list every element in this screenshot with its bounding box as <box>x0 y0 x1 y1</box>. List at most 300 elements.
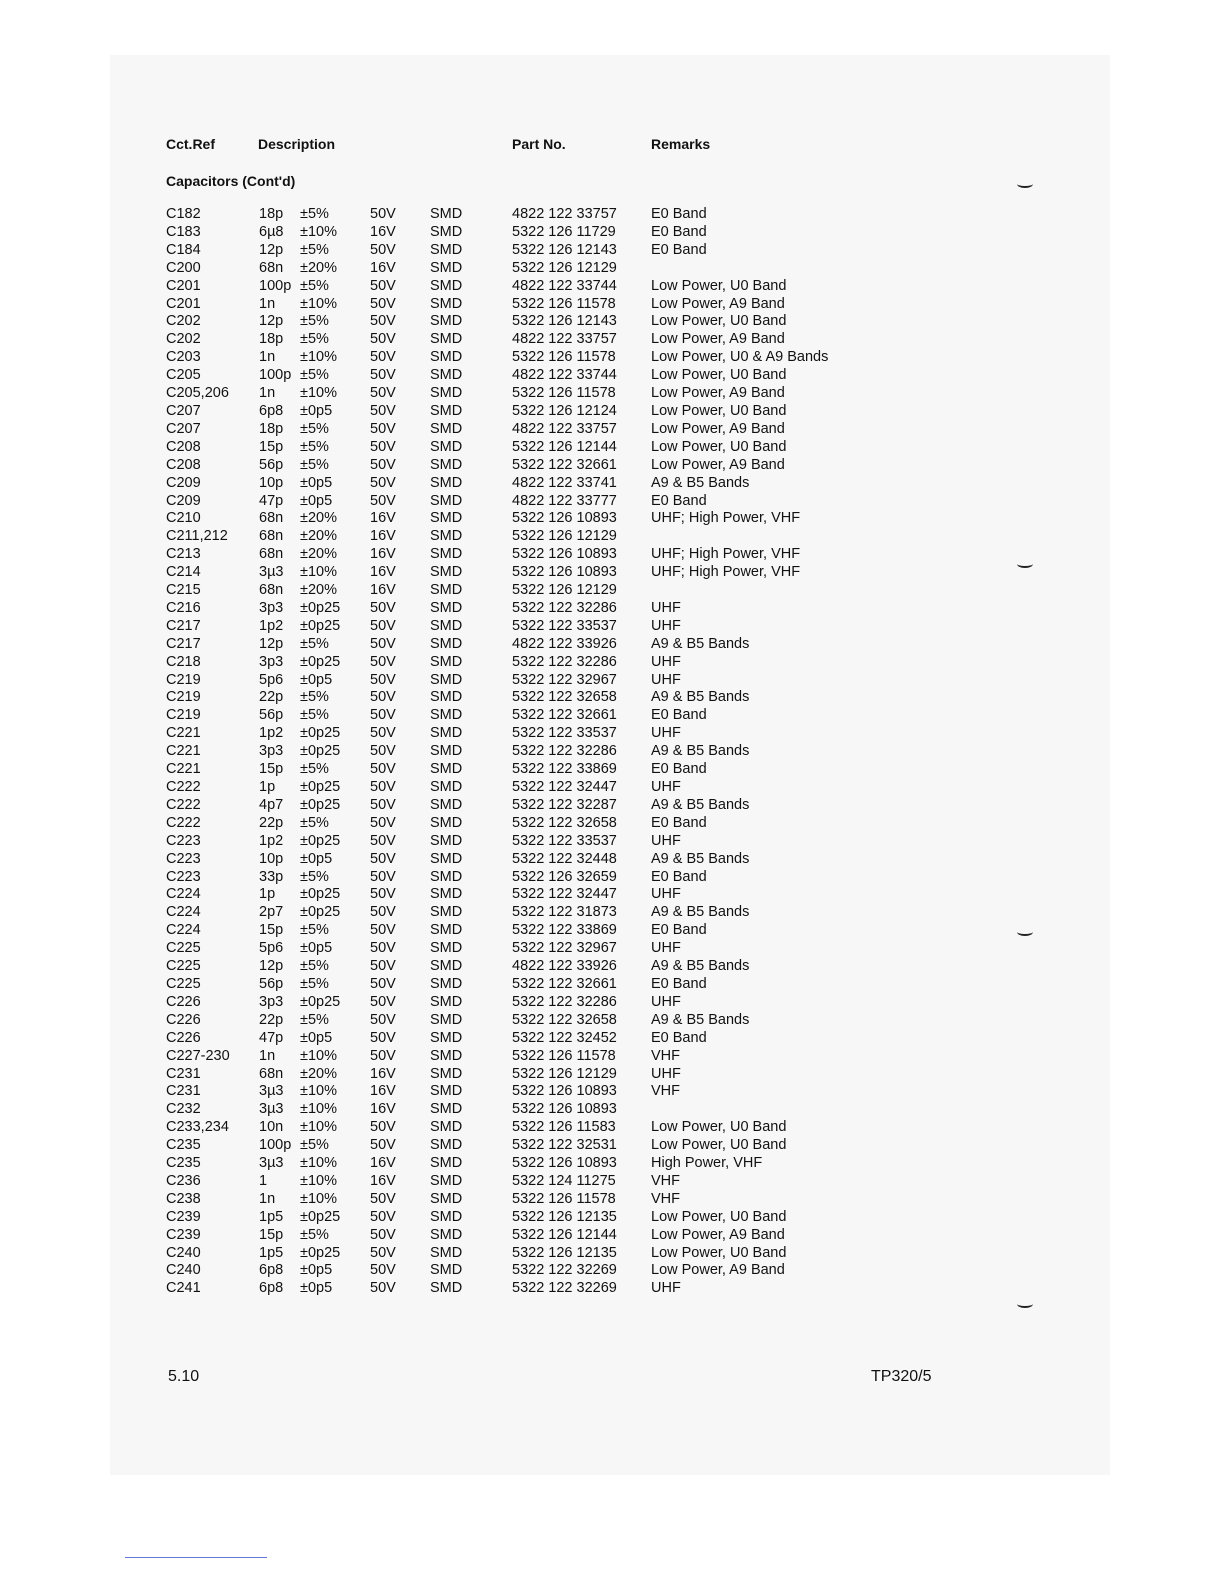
cell-type: SMD <box>430 635 463 652</box>
table-row <box>0 1191 1224 1209</box>
cell-ref: C202 <box>166 331 201 348</box>
cell-remarks: VHF <box>651 1190 680 1207</box>
cell-value: 12p <box>259 313 284 330</box>
cell-voltage: 50V <box>370 420 396 437</box>
cell-part-no: 4822 122 33757 <box>512 206 617 222</box>
cell-voltage: 50V <box>370 707 396 724</box>
cell-ref: C216 <box>166 599 201 616</box>
cell-part-no: 5322 126 12129 <box>512 259 617 276</box>
cell-remarks: Low Power, A9 Band <box>651 420 785 437</box>
cell-tolerance: ±20% <box>300 528 337 545</box>
cell-remarks: VHF <box>651 1047 680 1064</box>
table-row <box>0 815 1224 833</box>
table-row <box>0 439 1224 457</box>
cell-value: 1n <box>259 1047 276 1064</box>
cell-type: SMD <box>430 259 463 276</box>
cell-part-no: 5322 122 32658 <box>512 1011 617 1028</box>
cell-type: SMD <box>430 868 463 885</box>
table-row <box>0 242 1224 260</box>
cell-value: 6p8 <box>259 402 284 419</box>
cell-voltage: 50V <box>370 1029 396 1046</box>
cell-ref: C183 <box>166 223 201 240</box>
table-row <box>0 493 1224 511</box>
cell-tolerance: ±5% <box>300 367 329 384</box>
cell-type: SMD <box>430 671 463 688</box>
cell-value: 1p2 <box>259 617 284 634</box>
cell-remarks: UHF <box>651 886 681 903</box>
cell-type: SMD <box>430 904 463 921</box>
cell-type: SMD <box>430 1226 463 1243</box>
cell-ref: C227-230 <box>166 1047 230 1064</box>
cell-part-no: 5322 122 32286 <box>512 653 617 670</box>
cell-voltage: 16V <box>370 1065 396 1082</box>
cell-ref: C208 <box>166 456 201 473</box>
cell-tolerance: ±10% <box>300 223 337 240</box>
table-row <box>0 403 1224 421</box>
cell-part-no: 5322 122 33869 <box>512 761 617 778</box>
cell-part-no: 4822 122 33757 <box>512 331 617 348</box>
cell-part-no: 5322 122 32967 <box>512 940 617 957</box>
cell-voltage: 50V <box>370 814 396 831</box>
cell-voltage: 50V <box>370 1119 396 1136</box>
cell-tolerance: ±0p25 <box>300 904 341 921</box>
cell-tolerance: ±0p25 <box>300 743 341 760</box>
cell-voltage: 50V <box>370 241 396 258</box>
cell-part-no: 5322 122 32531 <box>512 1137 617 1154</box>
cell-tolerance: ±0p25 <box>300 832 341 849</box>
cell-value: 3p3 <box>259 743 284 760</box>
cell-voltage: 16V <box>370 564 396 581</box>
cell-voltage: 50V <box>370 850 396 867</box>
cell-remarks: E0 Band <box>651 707 707 724</box>
table-row <box>0 851 1224 869</box>
cell-remarks: UHF; High Power, VHF <box>651 564 801 581</box>
cell-ref: C221 <box>166 725 201 742</box>
cell-tolerance: ±5% <box>300 241 329 258</box>
cell-ref: C201 <box>166 295 201 312</box>
table-row <box>0 421 1224 439</box>
cell-ref: C231 <box>166 1083 201 1100</box>
cell-value: 10p <box>259 850 284 867</box>
cell-value: 68n <box>259 510 284 527</box>
cell-value: 3p3 <box>259 993 284 1010</box>
cell-value: 5p6 <box>259 940 284 957</box>
cell-ref: C219 <box>166 707 201 724</box>
cell-ref: C219 <box>166 671 201 688</box>
margin-mark <box>1017 180 1033 188</box>
cell-voltage: 16V <box>370 510 396 527</box>
cell-remarks: A9 & B5 Bands <box>651 635 750 652</box>
table-row <box>0 761 1224 779</box>
cell-part-no: 5322 126 11583 <box>512 1119 616 1136</box>
parts-table <box>0 206 1224 1298</box>
cell-voltage: 50V <box>370 474 396 491</box>
cell-part-no: 5322 122 33537 <box>512 725 617 742</box>
cell-voltage: 50V <box>370 922 396 939</box>
cell-type: SMD <box>430 599 463 616</box>
cell-ref: C213 <box>166 546 201 563</box>
cell-tolerance: ±5% <box>300 958 329 975</box>
cell-ref: C184 <box>166 241 201 258</box>
cell-remarks: Low Power, A9 Band <box>651 385 785 402</box>
cell-voltage: 50V <box>370 1208 396 1225</box>
cell-type: SMD <box>430 582 463 599</box>
table-row <box>0 1173 1224 1191</box>
cell-remarks: A9 & B5 Bands <box>651 958 750 975</box>
cell-type: SMD <box>430 707 463 724</box>
cell-part-no: 5322 126 11578 <box>512 385 616 402</box>
table-row <box>0 260 1224 278</box>
cell-voltage: 50V <box>370 617 396 634</box>
cell-part-no: 5322 126 10893 <box>512 1083 617 1100</box>
cell-remarks: E0 Band <box>651 241 707 258</box>
margin-mark <box>1017 1300 1033 1308</box>
cell-value: 33p <box>259 868 284 885</box>
cell-remarks: Low Power, A9 Band <box>651 331 785 348</box>
cell-value: 68n <box>259 528 284 545</box>
cell-voltage: 50V <box>370 779 396 795</box>
cell-part-no: 5322 126 12129 <box>512 528 617 545</box>
cell-remarks: Low Power, U0 Band <box>651 438 787 455</box>
cell-value: 1n <box>259 295 276 312</box>
cell-voltage: 50V <box>370 367 396 384</box>
cell-value: 5p6 <box>259 671 284 688</box>
cell-type: SMD <box>430 492 463 509</box>
cell-remarks: UHF <box>651 832 681 849</box>
cell-part-no: 4822 122 33744 <box>512 367 617 384</box>
cell-voltage: 50V <box>370 796 396 813</box>
cell-type: SMD <box>430 922 463 939</box>
table-row <box>0 278 1224 296</box>
cell-tolerance: ±10% <box>300 385 337 402</box>
cell-ref: C236 <box>166 1172 201 1189</box>
cell-ref: C201 <box>166 277 201 294</box>
cell-value: 12p <box>259 241 284 258</box>
cell-ref: C218 <box>166 653 201 670</box>
cell-part-no: 5322 126 12135 <box>512 1244 617 1261</box>
cell-ref: C211,212 <box>166 528 228 545</box>
cell-remarks: UHF <box>651 993 681 1010</box>
cell-value: 15p <box>259 1226 284 1243</box>
cell-part-no: 4822 122 33777 <box>512 492 617 509</box>
cell-ref: C240 <box>166 1262 201 1279</box>
table-row <box>0 385 1224 403</box>
table-row <box>0 582 1224 600</box>
cell-tolerance: ±10% <box>300 349 337 366</box>
cell-voltage: 50V <box>370 1137 396 1154</box>
cell-remarks: UHF <box>651 617 681 634</box>
cell-value: 12p <box>259 958 284 975</box>
cell-remarks: Low Power, U0 & A9 Bands <box>651 349 829 366</box>
header-description: Description <box>258 136 336 152</box>
cell-ref: C203 <box>166 349 201 366</box>
cell-tolerance: ±0p5 <box>300 850 333 867</box>
table-row <box>0 206 1224 224</box>
cell-value: 3µ3 <box>259 1155 284 1172</box>
table-row <box>0 654 1224 672</box>
cell-tolerance: ±0p5 <box>300 671 333 688</box>
cell-type: SMD <box>430 564 463 581</box>
cell-tolerance: ±5% <box>300 689 329 706</box>
cell-value: 100p <box>259 277 292 294</box>
cell-remarks: Low Power, U0 Band <box>651 1208 787 1225</box>
cell-type: SMD <box>430 1244 463 1261</box>
cell-ref: C222 <box>166 779 201 795</box>
cell-ref: C210 <box>166 510 201 527</box>
table-row <box>0 367 1224 385</box>
cell-part-no: 5322 122 32286 <box>512 743 617 760</box>
cell-part-no: 5322 122 32967 <box>512 671 617 688</box>
cell-ref: C224 <box>166 922 201 939</box>
cell-part-no: 5322 122 32448 <box>512 850 617 867</box>
cell-tolerance: ±10% <box>300 1083 337 1100</box>
cell-remarks: E0 Band <box>651 223 707 240</box>
doc-code: TP320/5 <box>871 1368 932 1385</box>
cell-type: SMD <box>430 456 463 473</box>
cell-tolerance: ±0p25 <box>300 725 341 742</box>
cell-voltage: 50V <box>370 743 396 760</box>
cell-ref: C207 <box>166 402 201 419</box>
cell-ref: C226 <box>166 1011 201 1028</box>
cell-value: 68n <box>259 259 284 276</box>
cell-ref: C208 <box>166 438 201 455</box>
cell-value: 22p <box>259 814 284 831</box>
cell-voltage: 16V <box>370 223 396 240</box>
cell-tolerance: ±0p25 <box>300 796 341 813</box>
cell-value: 1p <box>259 886 276 903</box>
cell-remarks: UHF <box>651 1280 681 1297</box>
cell-value: 22p <box>259 689 284 706</box>
cell-part-no: 5322 122 32661 <box>512 707 617 724</box>
cell-value: 56p <box>259 707 284 724</box>
cell-value: 68n <box>259 582 284 599</box>
cell-voltage: 50V <box>370 993 396 1010</box>
cell-type: SMD <box>430 1029 463 1046</box>
header-remarks: Remarks <box>651 136 711 152</box>
cell-ref: C235 <box>166 1155 201 1172</box>
cell-type: SMD <box>430 1011 463 1028</box>
cell-type: SMD <box>430 438 463 455</box>
cell-value: 22p <box>259 1011 284 1028</box>
table-row <box>0 457 1224 475</box>
cell-part-no: 4822 122 33926 <box>512 635 617 652</box>
cell-tolerance: ±0p5 <box>300 1262 333 1279</box>
table-row <box>0 528 1224 546</box>
cell-value: 18p <box>259 420 284 437</box>
cell-value: 3µ3 <box>259 1101 284 1118</box>
table-row <box>0 1280 1224 1298</box>
cell-voltage: 16V <box>370 259 396 276</box>
cell-tolerance: ±0p5 <box>300 1280 333 1297</box>
cell-tolerance: ±10% <box>300 564 337 581</box>
cell-ref: C231 <box>166 1065 201 1082</box>
table-row <box>0 1048 1224 1066</box>
table-row <box>0 707 1224 725</box>
table-row <box>0 564 1224 582</box>
scan-artifact-line <box>125 1557 267 1558</box>
cell-part-no: 4822 122 33757 <box>512 420 617 437</box>
cell-type: SMD <box>430 850 463 867</box>
cell-voltage: 50V <box>370 438 396 455</box>
table-row <box>0 475 1224 493</box>
table-row <box>0 689 1224 707</box>
cell-value: 3µ3 <box>259 1083 284 1100</box>
cell-type: SMD <box>430 474 463 491</box>
cell-voltage: 50V <box>370 331 396 348</box>
cell-part-no: 5322 126 12144 <box>512 1226 617 1243</box>
cell-part-no: 5322 126 12143 <box>512 313 617 330</box>
cell-tolerance: ±0p5 <box>300 402 333 419</box>
cell-part-no: 5322 126 11578 <box>512 1047 616 1064</box>
cell-part-no: 5322 126 10893 <box>512 1101 617 1118</box>
cell-voltage: 50V <box>370 904 396 921</box>
cell-tolerance: ±0p25 <box>300 1244 341 1261</box>
cell-type: SMD <box>430 206 463 222</box>
cell-remarks: E0 Band <box>651 975 707 992</box>
cell-part-no: 5322 122 32447 <box>512 886 617 903</box>
cell-tolerance: ±5% <box>300 313 329 330</box>
cell-value: 1p5 <box>259 1244 284 1261</box>
cell-voltage: 50V <box>370 635 396 652</box>
table-row <box>0 743 1224 761</box>
table-row <box>0 672 1224 690</box>
cell-part-no: 5322 126 11729 <box>512 223 616 240</box>
cell-tolerance: ±5% <box>300 1226 329 1243</box>
cell-remarks: VHF <box>651 1172 680 1189</box>
cell-tolerance: ±0p5 <box>300 940 333 957</box>
cell-ref: C225 <box>166 940 201 957</box>
cell-tolerance: ±0p25 <box>300 599 341 616</box>
cell-value: 1n <box>259 349 276 366</box>
cell-ref: C241 <box>166 1280 201 1297</box>
table-row <box>0 869 1224 887</box>
cell-ref: C215 <box>166 582 201 599</box>
table-row <box>0 1209 1224 1227</box>
cell-type: SMD <box>430 832 463 849</box>
cell-remarks: Low Power, A9 Band <box>651 295 785 312</box>
cell-type: SMD <box>430 546 463 563</box>
cell-part-no: 5322 122 33537 <box>512 832 617 849</box>
cell-type: SMD <box>430 1083 463 1100</box>
table-row <box>0 904 1224 922</box>
cell-ref: C235 <box>166 1137 201 1154</box>
cell-tolerance: ±5% <box>300 206 329 222</box>
cell-type: SMD <box>430 277 463 294</box>
cell-part-no: 5322 122 32269 <box>512 1280 617 1297</box>
cell-type: SMD <box>430 510 463 527</box>
cell-remarks: UHF <box>651 1065 681 1082</box>
table-row <box>0 1066 1224 1084</box>
cell-tolerance: ±10% <box>300 1155 337 1172</box>
cell-type: SMD <box>430 617 463 634</box>
cell-type: SMD <box>430 725 463 742</box>
cell-voltage: 50V <box>370 1011 396 1028</box>
cell-value: 1n <box>259 1190 276 1207</box>
cell-value: 68n <box>259 1065 284 1082</box>
cell-tolerance: ±0p25 <box>300 779 341 795</box>
cell-voltage: 50V <box>370 1280 396 1297</box>
cell-part-no: 5322 122 32269 <box>512 1262 617 1279</box>
cell-remarks: UHF <box>651 940 681 957</box>
cell-value: 3p3 <box>259 599 284 616</box>
cell-voltage: 50V <box>370 975 396 992</box>
cell-part-no: 5322 122 32447 <box>512 779 617 795</box>
cell-part-no: 5322 122 32661 <box>512 456 617 473</box>
cell-ref: C224 <box>166 904 201 921</box>
cell-ref: C217 <box>166 635 201 652</box>
section-title: Capacitors (Cont'd) <box>166 173 296 189</box>
cell-remarks: E0 Band <box>651 206 707 222</box>
cell-type: SMD <box>430 796 463 813</box>
table-row <box>0 994 1224 1012</box>
table-row <box>0 600 1224 618</box>
cell-tolerance: ±0p5 <box>300 474 333 491</box>
cell-value: 56p <box>259 975 284 992</box>
cell-voltage: 50V <box>370 958 396 975</box>
header-ref: Cct.Ref <box>166 136 216 152</box>
table-row <box>0 1012 1224 1030</box>
table-row <box>0 922 1224 940</box>
cell-remarks: Low Power, U0 Band <box>651 402 787 419</box>
cell-type: SMD <box>430 975 463 992</box>
cell-tolerance: ±5% <box>300 438 329 455</box>
cell-type: SMD <box>430 367 463 384</box>
cell-tolerance: ±5% <box>300 456 329 473</box>
cell-type: SMD <box>430 958 463 975</box>
cell-remarks: VHF <box>651 1083 680 1100</box>
cell-remarks: E0 Band <box>651 814 707 831</box>
table-row <box>0 1262 1224 1280</box>
table-row <box>0 779 1224 797</box>
cell-voltage: 50V <box>370 599 396 616</box>
cell-type: SMD <box>430 993 463 1010</box>
table-row <box>0 313 1224 331</box>
cell-tolerance: ±20% <box>300 510 337 527</box>
cell-type: SMD <box>430 420 463 437</box>
cell-voltage: 16V <box>370 1101 396 1118</box>
cell-tolerance: ±10% <box>300 1119 337 1136</box>
cell-remarks: UHF <box>651 599 681 616</box>
cell-value: 3µ3 <box>259 564 284 581</box>
cell-voltage: 50V <box>370 940 396 957</box>
cell-ref: C209 <box>166 474 201 491</box>
cell-part-no: 5322 122 31873 <box>512 904 617 921</box>
page-number: 5.10 <box>168 1368 200 1385</box>
table-row <box>0 224 1224 242</box>
cell-voltage: 16V <box>370 1172 396 1189</box>
table-row <box>0 886 1224 904</box>
cell-type: SMD <box>430 1280 463 1297</box>
cell-voltage: 50V <box>370 402 396 419</box>
cell-tolerance: ±5% <box>300 331 329 348</box>
cell-ref: C240 <box>166 1244 201 1261</box>
cell-voltage: 50V <box>370 277 396 294</box>
cell-part-no: 5322 122 32286 <box>512 993 617 1010</box>
cell-type: SMD <box>430 689 463 706</box>
cell-type: SMD <box>430 331 463 348</box>
cell-type: SMD <box>430 1101 463 1118</box>
cell-value: 15p <box>259 761 284 778</box>
table-row <box>0 1030 1224 1048</box>
cell-tolerance: ±5% <box>300 277 329 294</box>
cell-ref: C239 <box>166 1226 201 1243</box>
cell-value: 6p8 <box>259 1262 284 1279</box>
cell-part-no: 5322 122 32661 <box>512 975 617 992</box>
cell-value: 18p <box>259 331 284 348</box>
cell-type: SMD <box>430 241 463 258</box>
cell-remarks: Low Power, A9 Band <box>651 1226 785 1243</box>
table-row <box>0 636 1224 654</box>
